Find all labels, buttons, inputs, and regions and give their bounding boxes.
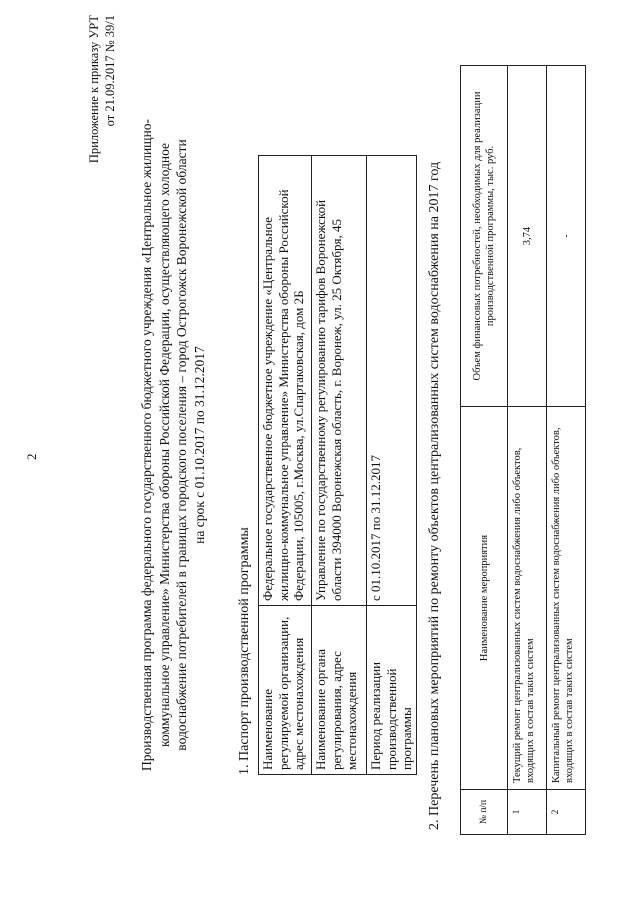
passport-table [258, 155, 417, 775]
passport-label: Наименование регулируемой организации, адрес местонахождения [259, 606, 312, 775]
table-row [547, 66, 586, 835]
table-header-row [461, 66, 508, 835]
finance-volume: - [547, 66, 586, 407]
row-number: 2 [547, 790, 586, 835]
passport-value: с 01.10.2017 по 31.12.2017 [367, 156, 417, 606]
repair-plan-table [460, 65, 586, 835]
document-title [138, 65, 208, 825]
title-line-2: коммунальное управление» Министерства обороны Российской Федерации, осуществляющего холодное [156, 143, 172, 747]
appendix-line-2: от 21.09.2017 № 39/1 [103, 15, 117, 127]
row-number: 1 [508, 790, 547, 835]
passport-label: Наименование органа регулирования, адрес местонахождения [312, 606, 367, 775]
section-1-heading: 1. Паспорт производственной программы [237, 527, 252, 775]
section-2-heading: 2. Перечень плановых мероприятий по ремонту объектов централизованных систем водоснабжения на 2017 год [427, 161, 442, 830]
finance-volume: 3,74 [508, 66, 547, 407]
title-line-3: водоснабжение потребителей в границах городского поселения – город Острогожск Воронежской области [174, 139, 189, 751]
column-header-num: № п/п [461, 790, 508, 835]
appendix-note [86, 15, 118, 205]
appendix-line-1: Приложение к приказу УРТ [87, 15, 101, 164]
title-line-4: на срок с 01.10.2017 по 31.12.2017 [191, 346, 207, 544]
passport-value: Федеральное государственное бюджетное учреждение «Центральное жилищно-коммунальное управление» Министерства обороны Российской Федерации, 105005, г.Москва, ул.Спартаковская, дом 2Б [259, 156, 312, 606]
table-row [259, 156, 312, 775]
table-row [508, 66, 547, 835]
column-header-measure: Наименование мероприятия [461, 407, 508, 790]
column-header-volume: Объем финансовых потребностей, необходимых для реализации производственной программы, тыс. руб. [461, 66, 508, 407]
page-number: 2 [24, 453, 39, 460]
title-line-1: Производственная программа федерального государственного бюджетного учреждения «Центральное жилищно- [139, 118, 154, 772]
table-row [312, 156, 367, 775]
passport-value: Управление по государственному регулированию тарифов Воронежской области 394000 Воронежская область, г. Воронеж, ул. 25 Октября, 45 [312, 156, 367, 606]
measure-name: Текущий ремонт централизованных систем водоснабжения либо объектов, входящих в состав таких систем [508, 407, 547, 790]
measure-name: Капитальный ремонт централизованных систем водоснабжения либо объектов, входящих в состав таких систем [547, 407, 586, 790]
table-row [367, 156, 417, 775]
passport-label: Период реализации производственной программы [367, 606, 417, 775]
